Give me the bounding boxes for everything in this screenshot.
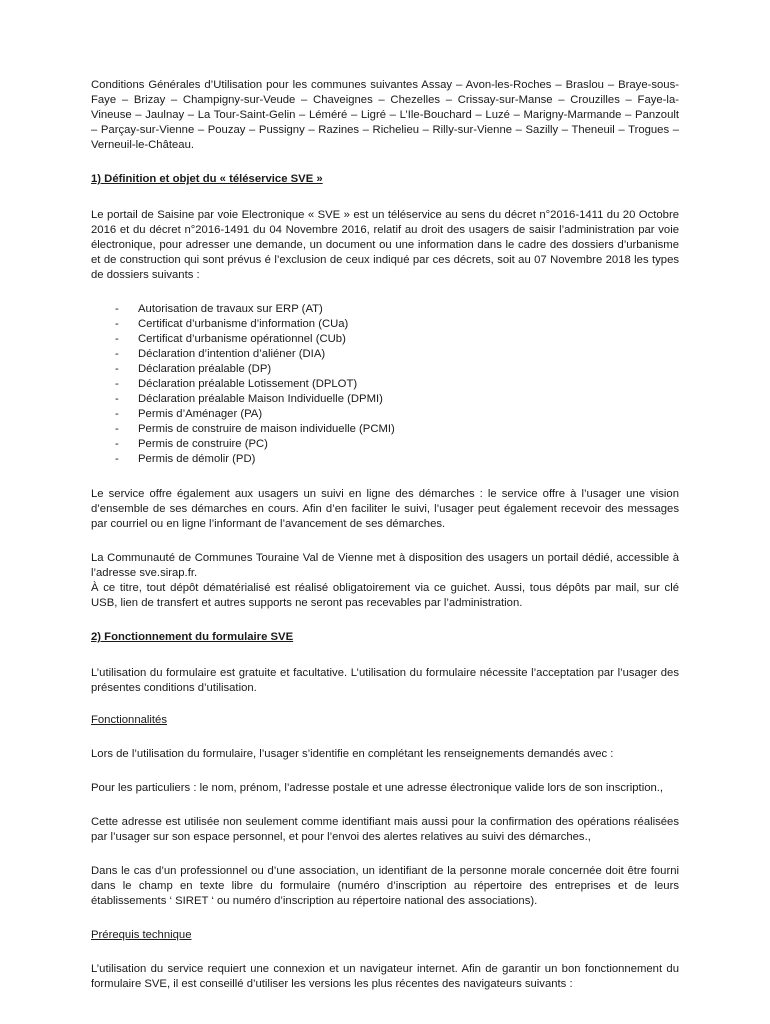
dossier-type-label: Déclaration préalable (DP) [138,363,272,375]
dossier-type-item [91,452,679,467]
dossier-type-item [91,377,679,392]
technical-prerequisites-subheading: Prérequis technique [91,929,192,941]
dossier-type-item [91,392,679,407]
dash-bullet: - [115,438,119,450]
dossier-type-list [91,302,679,467]
dash-bullet: - [115,423,119,435]
dash-bullet: - [115,408,119,420]
dash-bullet: - [115,453,119,465]
dossier-type-item [91,362,679,377]
dash-bullet: - [115,378,119,390]
document-body [91,78,679,992]
intro-paragraph: Conditions Générales d’Utilisation pour les communes suivantes Assay – Avon-les-Roches – Braslou – Braye-sous-Faye – Brizay – Champigny-sur-Veude – Chaveignes – Chezelles – Crissay-sur-Manse – Crouzilles – Faye-la-Vineuse – Jaulnay – La Tour-Saint-Gelin – Léméré – Ligré – L’Ile-Bouchard – Luzé – Marigny-Marmande – Panzoult – Parçay-sur-Vienne – Pouzay – Pussigny – Razines – Richelieu – Rilly-sur-Vienne – Sazilly – Theneuil – Trogues – Verneuil-le-Château. [91,79,679,151]
dossier-type-item [91,407,679,422]
section-1-heading: 1) Définition et objet du « téléservice SVE » [91,173,323,185]
dossier-type-label: Certificat d’urbanisme d’information (CUa) [138,318,349,330]
dossier-type-label: Déclaration préalable Lotissement (DPLOT) [138,378,358,390]
dossier-type-label: Autorisation de travaux sur ERP (AT) [138,303,323,315]
functionalities-subheading: Fonctionnalités [91,714,167,726]
dossier-type-item [91,332,679,347]
dossier-type-label: Permis de construire (PC) [138,438,268,450]
identification-paragraph: Lors de l’utilisation du formulaire, l’usager s’identifie en complétant les renseignements demandés avec : [91,748,614,760]
usage-paragraph: L’utilisation du formulaire est gratuite et facultative. L’utilisation du formulaire nécessite l’acceptation par l’usager des présentes conditions d’utilisation. [91,667,679,694]
email-usage-paragraph: Cette adresse est utilisée non seulement comme identifiant mais aussi pour la confirmation des opérations réalisées par l’usager sur son espace personnel, et pour l’envoi des alertes relatives au suivi des démarches., [91,816,679,843]
section-2-heading: 2) Fonctionnement du formulaire SVE [91,631,294,643]
professional-paragraph: Dans le cas d’un professionnel ou d’une association, un identifiant de la personne morale concernée doit être fourni dans le champ en texte libre du formulaire (numéro d’inscription au répertoire des entreprises et de leurs établissements ‘ SIRET ‘ ou numéro d’inscription au répertoire national des associations). [91,865,679,907]
dossier-type-label: Déclaration préalable Maison Individuelle (DPMI) [138,393,383,405]
dossier-type-item [91,302,679,317]
dash-bullet: - [115,318,119,330]
dossier-type-item [91,347,679,362]
dossier-type-item [91,317,679,332]
dash-bullet: - [115,393,119,405]
dash-bullet: - [115,303,119,315]
portal-paragraph: La Communauté de Communes Touraine Val de Vienne met à disposition des usagers un portail dédié, accessible à l’adresse sve.sirap.fr. [91,552,679,579]
dossier-type-label: Permis de démolir (PD) [138,453,256,465]
dossier-type-label: Déclaration d’intention d’aliéner (DIA) [138,348,326,360]
browser-requirements-paragraph: L’utilisation du service requiert une connexion et un navigateur internet. Afin de garantir un bon fonctionnement du formulaire SVE, il est conseillé d’utiliser les versions les plus récentes des navigateurs suivants : [91,963,679,990]
dash-bullet: - [115,363,119,375]
dossier-type-item [91,422,679,437]
dossier-type-label: Certificat d’urbanisme opérationnel (CUb) [138,333,346,345]
dash-bullet: - [115,333,119,345]
section-1-paragraph: Le portail de Saisine par voie Electronique « SVE » est un téléservice au sens du décret n°2016-1411 du 20 Octobre 2016 et du décret n°2016-1491 du 04 Novembre 2016, relatif au droit des usagers de saisir l’administration par voie électronique, pour adresser une demande, un document ou une information dans le cadre des dossiers d’urbanisme et de construction qui sont prévus é l’exclusion de ceux indiqué par ces décrets, soit au 07 Novembre 2018 les types de dossiers suivants : [91,209,679,281]
dossier-type-label: Permis d’Aménager (PA) [138,408,263,420]
dossier-type-label: Permis de construire de maison individuelle (PCMI) [138,423,395,435]
dash-bullet: - [115,348,119,360]
dematerialised-paragraph: À ce titre, tout dépôt dématérialisé est réalisé obligatoirement via ce guichet. Aussi, tous dépôts par mail, sur clé USB, lien de transfert et autres supports ne seront pas recevables par l’administration. [91,582,679,609]
dossier-type-item [91,437,679,452]
individuals-paragraph: Pour les particuliers : le nom, prénom, l’adresse postale et une adresse électronique valide lors de son inscription., [91,782,664,794]
tracking-paragraph: Le service offre également aux usagers un suivi en ligne des démarches : le service offre à l’usager une vision d’ensemble de ses démarches en cours. Afin d’en faciliter le suivi, l’usager peut également recevoir des messages par courriel ou en ligne l’informant de l’avancement de ses démarches. [91,488,679,530]
